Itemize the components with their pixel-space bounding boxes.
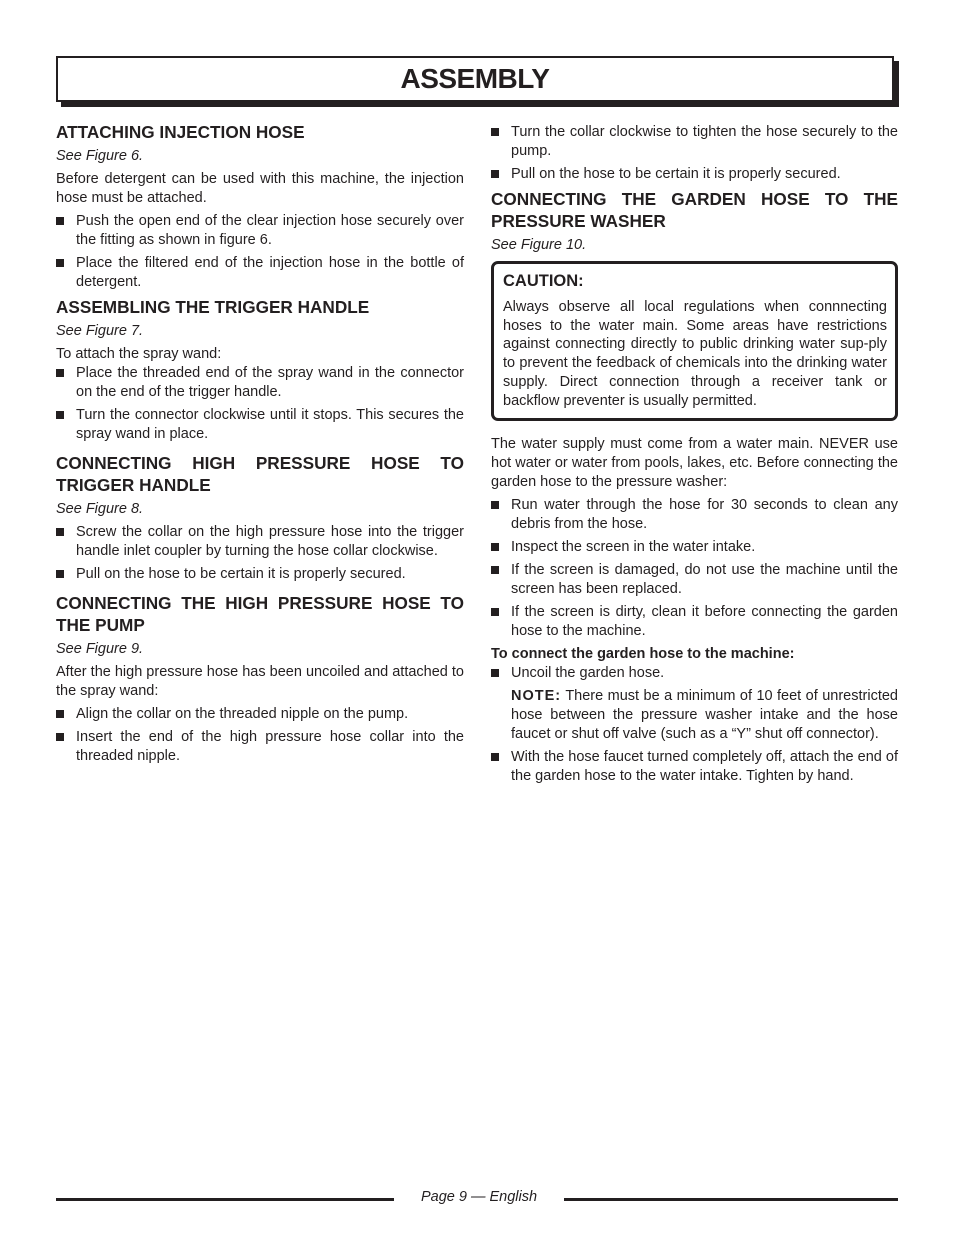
bullet-square-icon	[491, 128, 499, 136]
bullet-square-icon	[491, 753, 499, 761]
section-attaching-injection-hose	[56, 121, 464, 292]
note-text: There must be a minimum of 10 feet of unrestricted hose between the pressure washer intake and the hose faucet or shut off valve (such as a “Y” shut off connector).	[511, 688, 898, 743]
left-column	[56, 121, 464, 770]
list-item	[491, 496, 898, 534]
figure-reference: See Figure 6.	[56, 148, 144, 164]
bullet-square-icon	[56, 217, 64, 225]
list-item-text: Place the threaded end of the spray wand in the connector on the end of the trigger handle.	[76, 365, 464, 400]
page-footer	[56, 1187, 898, 1209]
list-item-text: Place the filtered end of the injection hose in the bottle of detergent.	[76, 255, 464, 290]
list-item	[491, 603, 898, 641]
bullet-list	[56, 364, 464, 444]
bullet-square-icon	[491, 501, 499, 509]
figure-reference: See Figure 7.	[56, 323, 144, 339]
bullet-list	[56, 212, 464, 292]
page-title: ASSEMBLY	[400, 63, 550, 94]
list-item	[491, 561, 898, 599]
list-item	[56, 523, 464, 561]
figure-reference: See Figure 8.	[56, 501, 144, 517]
list-item-text: Run water through the hose for 30 seconds to clean any debris from the hose.	[511, 497, 898, 533]
list-item	[56, 254, 464, 292]
bullet-list	[56, 705, 464, 766]
footer-rule-right	[564, 1198, 898, 1201]
section-high-pressure-hose-to-pump	[56, 592, 464, 766]
list-item	[56, 705, 464, 724]
list-item	[491, 538, 898, 557]
list-item-text: With the hose faucet turned completely off, attach the end of the garden hose to the water intake. Tighten by hand.	[511, 749, 898, 785]
list-item	[491, 664, 898, 683]
bullet-square-icon	[56, 369, 64, 377]
list-item-text: If the screen is damaged, do not use the machine until the screen has been replaced.	[511, 562, 898, 598]
bullet-square-icon	[491, 566, 499, 574]
bullet-square-icon	[56, 528, 64, 536]
paragraph: After the high pressure hose has been uncoiled and attached to the spray wand:	[56, 664, 464, 699]
section-garden-hose-to-pressure-washer	[491, 188, 898, 786]
list-item-text: Push the open end of the clear injection hose securely over the fitting as shown in figure 6.	[76, 213, 464, 248]
list-item-text: Align the collar on the threaded nipple on the pump.	[76, 706, 409, 722]
subheading: To connect the garden hose to the machine:	[491, 646, 795, 663]
caution-box	[491, 261, 898, 421]
section-heading: CONNECTING THE GARDEN HOSE TO THE PRESSURE WASHER	[491, 189, 898, 231]
bullet-square-icon	[56, 710, 64, 718]
paragraph: To attach the spray wand:	[56, 346, 222, 362]
section-heading: CONNECTING THE HIGH PRESSURE HOSE TO THE PUMP	[56, 593, 464, 635]
bullet-square-icon	[491, 543, 499, 551]
page-number: Page 9 — English	[420, 1189, 538, 1205]
bullet-square-icon	[56, 570, 64, 578]
list-item-text: Pull on the hose to be certain it is properly secured.	[76, 566, 406, 582]
list-item-text: Inspect the screen in the water intake.	[511, 539, 756, 556]
list-item	[56, 728, 464, 766]
list-item-text: Pull on the hose to be certain it is properly secured.	[511, 166, 841, 182]
list-item	[491, 123, 898, 161]
footer-rule-left	[56, 1198, 394, 1201]
bullet-square-icon	[491, 608, 499, 616]
bullet-square-icon	[56, 411, 64, 419]
section-high-pressure-hose-to-trigger	[56, 452, 464, 584]
right-column	[491, 123, 898, 790]
note-paragraph	[491, 687, 898, 744]
list-item	[56, 212, 464, 250]
list-item-text: If the screen is dirty, clean it before connecting the garden hose to the machine.	[511, 604, 898, 640]
bullet-list	[491, 496, 898, 641]
bullet-square-icon	[56, 733, 64, 741]
caution-title: CAUTION:	[503, 272, 584, 290]
caution-text: Always observe all local regulations when connnecting hoses to the water main. Some areas have restrictions against connecting directly to public drinking water sup-ply to prevent the feedback of chemicals into the drinking water supply. Direct connection through a receiver tank or backflow preventer is usually permitted.	[503, 299, 887, 409]
figure-reference: See Figure 10.	[491, 237, 587, 253]
list-item-text: Insert the end of the high pressure hose collar into the threaded nipple.	[76, 729, 464, 764]
section-heading: CONNECTING HIGH PRESSURE HOSE TO TRIGGER HANDLE	[56, 453, 464, 495]
paragraph: Before detergent can be used with this machine, the injection hose must be attached.	[56, 171, 464, 206]
bullet-square-icon	[56, 259, 64, 267]
section-heading: ATTACHING INJECTION HOSE	[56, 122, 305, 142]
bullet-list	[491, 748, 898, 786]
list-item-text: Turn the collar clockwise to tighten the hose securely to the pump.	[511, 124, 898, 159]
figure-reference: See Figure 9.	[56, 641, 144, 657]
bullet-list	[56, 523, 464, 584]
list-item-text: Turn the connector clockwise until it stops. This secures the spray wand in place.	[76, 407, 464, 442]
section-heading: ASSEMBLING THE TRIGGER HANDLE	[56, 297, 370, 317]
note-label: NOTE:	[511, 688, 562, 705]
paragraph: The water supply must come from a water main. NEVER use hot water or water from pools, lakes, etc. Before connecting the garden hose to the pressure washer:	[491, 436, 898, 491]
list-item	[56, 565, 464, 584]
page-header-banner	[56, 56, 894, 102]
bullet-list	[491, 123, 898, 184]
bullet-square-icon	[491, 170, 499, 178]
section-assembling-trigger-handle	[56, 296, 464, 444]
list-item	[56, 364, 464, 402]
list-item-text: Screw the collar on the high pressure hose into the trigger handle inlet coupler by turning the hose collar clockwise.	[76, 524, 464, 559]
list-item	[491, 748, 898, 786]
bullet-list	[491, 664, 898, 683]
list-item	[56, 406, 464, 444]
list-item	[491, 165, 898, 184]
bullet-square-icon	[491, 669, 499, 677]
list-item-text: Uncoil the garden hose.	[511, 665, 665, 682]
